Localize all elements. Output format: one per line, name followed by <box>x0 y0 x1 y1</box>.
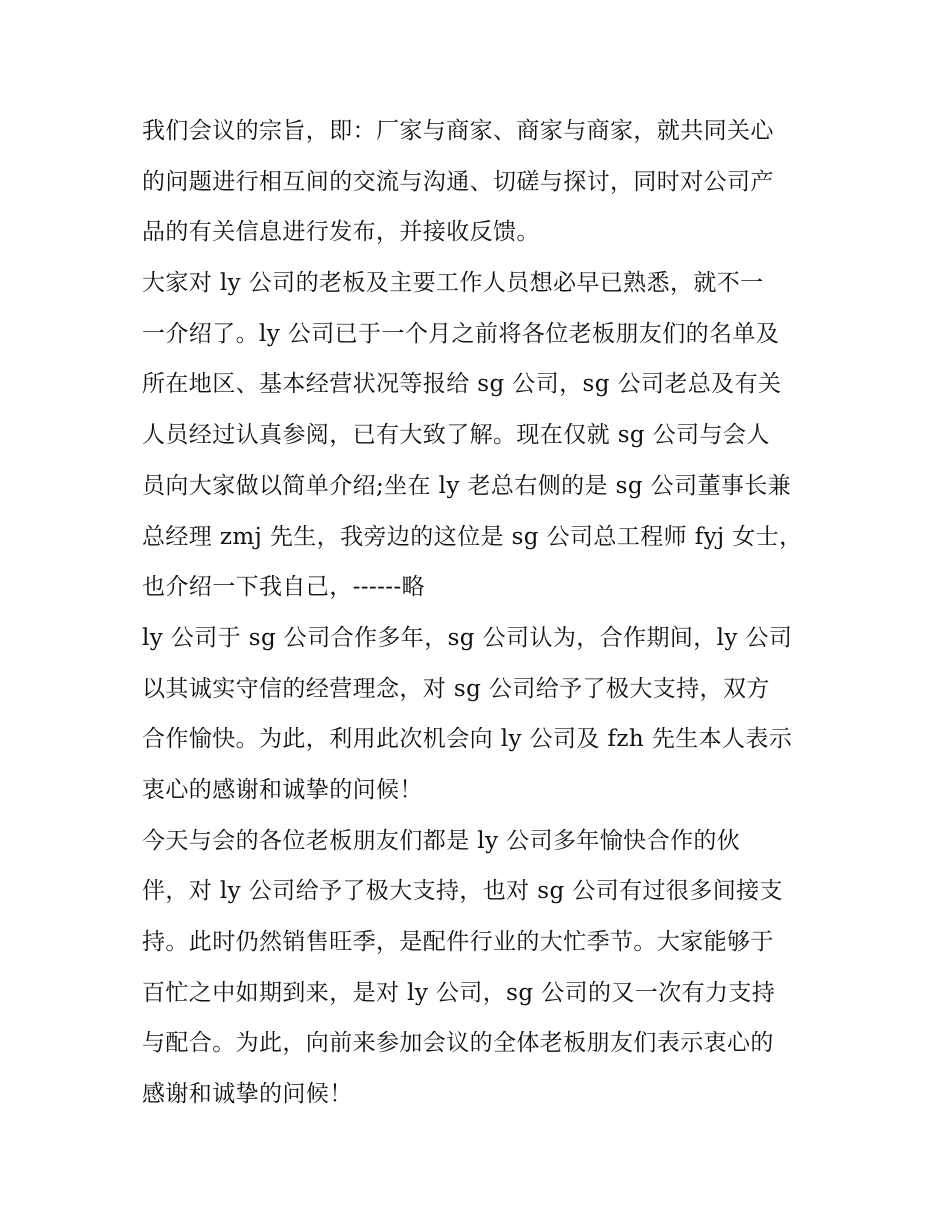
text-line: 与配合。为此，向前来参加会议的全体老板朋友们表示衷心的 <box>142 1030 774 1057</box>
text-line: 伴，对 ly 公司给予了极大支持，也对 sg 公司有过很多间接支 <box>142 878 783 905</box>
text-line: 员向大家做以简单介绍;坐在 ly 老总右侧的是 sg 公司董事长兼 <box>142 472 792 499</box>
text-line: 人员经过认真参阅，已有大致了解。现在仅就 sg 公司与会人 <box>142 422 770 449</box>
text-line: 以其诚实守信的经营理念，对 sg 公司给予了极大支持，双方 <box>142 675 770 702</box>
text-line: 感谢和诚挚的问候！ <box>142 1081 353 1108</box>
text-line: 总经理 zmj 先生，我旁边的这位是 sg 公司总工程师 fyj 女士， <box>142 523 803 550</box>
text-line: 今天与会的各位老板朋友们都是 ly 公司多年愉快合作的伙 <box>142 827 741 854</box>
text-line: 品的有关信息进行发布，并接收反馈。 <box>142 219 540 246</box>
text-line: 百忙之中如期到来，是对 ly 公司，sg 公司的又一次有力支持 <box>142 979 776 1006</box>
text-line: 合作愉快。为此，利用此次机会向 ly 公司及 fzh 先生本人表示 <box>142 726 793 753</box>
paragraph <box>142 258 822 613</box>
text-line: 持。此时仍然销售旺季，是配件行业的大忙季节。大家能够于 <box>142 929 774 955</box>
document-body <box>142 106 822 1120</box>
paragraph <box>142 613 822 816</box>
text-line: 衷心的感谢和诚挚的问候！ <box>142 776 423 803</box>
text-line: ly 公司于 sg 公司合作多年，sg 公司认为，合作期间，ly 公司 <box>142 624 793 651</box>
paragraph <box>142 816 822 1120</box>
text-line: 大家对 ly 公司的老板及主要工作人员想必早已熟悉，就不一 <box>142 270 764 297</box>
paragraph <box>142 106 822 258</box>
text-line: 也介绍一下我自己，------略 <box>142 574 426 601</box>
text-line: 所在地区、基本经营状况等报给 sg 公司，sg 公司老总及有关 <box>142 371 782 398</box>
text-line: 的问题进行相互间的交流与沟通、切磋与探讨，同时对公司产 <box>142 168 774 195</box>
text-line: 一介绍了。ly 公司已于一个月之前将各位老板朋友们的名单及 <box>142 320 780 347</box>
text-line: 我们会议的宗旨，即：厂家与商家、商家与商家，就共同关心 <box>142 118 774 144</box>
